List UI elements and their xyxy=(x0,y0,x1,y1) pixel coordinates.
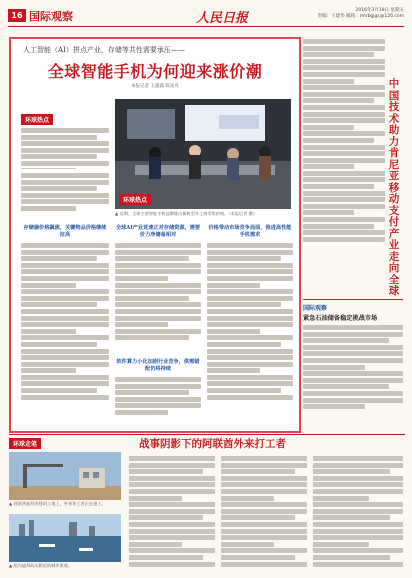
harbor-photo xyxy=(9,514,121,562)
right-subheadline: 紧急石油储备稳定挑战市场 xyxy=(303,315,378,322)
bottom-text-column-1 xyxy=(129,456,215,570)
bottom-tag: 环球走笔 xyxy=(9,438,41,449)
bottom-text-column-2 xyxy=(221,456,307,570)
subhead-2: 全球AI产业竞速正对存储资源，需要价力净储备相对 xyxy=(115,225,201,238)
right-article-text-2 xyxy=(303,325,403,423)
bottom-caption-1: ▲ 阿联酋迪拜的建筑工地上，外来务工者正在施工。 xyxy=(9,501,106,506)
article-text-column-2 xyxy=(115,243,201,353)
right-section-label: 国际观察 xyxy=(303,305,328,312)
article-text-block xyxy=(21,173,109,217)
photo-tag: 环球热点 xyxy=(119,194,151,205)
subhead-3: 价格带动市场竞争局面，推进高性能手机需求 xyxy=(208,225,292,238)
store-photo-caption: ▲ 近期，全球主要智能手机品牌推出新机型并上调零售价格。（本报记者 摄） xyxy=(115,211,257,216)
feature-byline: 本报记者 王露露 陈星舟 xyxy=(131,84,179,89)
right-divider xyxy=(303,299,403,300)
vertical-headline: 中国技术助力肯尼亚移动支付产业走向全球 xyxy=(388,78,400,297)
subhead-4: 软件算力小化加剧行业竞争，供需错配仍将持续 xyxy=(116,359,200,372)
section-title: 国际观察 xyxy=(29,10,73,23)
issue-date: 2016年3月18日 星期五 xyxy=(355,8,404,13)
store-photo-illustration xyxy=(115,99,291,209)
article-text-block xyxy=(21,107,109,169)
feature-headline: 全球智能手机为何迎来涨价潮 xyxy=(47,62,263,81)
page-header xyxy=(8,6,404,27)
subhead-1: 存储器价格飙涨，关键物品价格继续拉高 xyxy=(23,225,107,238)
construction-photo xyxy=(9,452,121,500)
right-article-text xyxy=(303,39,385,251)
masthead-logo: 人民日报 xyxy=(196,11,249,26)
feature-article xyxy=(9,37,301,433)
article-text-column-1 xyxy=(21,243,109,423)
construction-photo-illustration xyxy=(9,452,121,500)
bottom-article xyxy=(9,434,405,574)
feature-tag: 环球热点 xyxy=(21,114,53,125)
article-text-column-3 xyxy=(207,243,293,425)
article-text-column-2b xyxy=(115,377,201,425)
header-meta xyxy=(286,8,404,20)
editor-line: 责编：王建华 邮箱：rmrbgjgc@126.com xyxy=(317,14,404,19)
bottom-caption-2: ▲ 图为迪拜码头附近的城市景观。 xyxy=(9,563,73,568)
bottom-text-column-3 xyxy=(313,456,403,570)
right-column xyxy=(303,37,403,429)
page-number: 16 xyxy=(8,9,26,22)
bottom-headline: 战事阴影下的阿联酋外来打工者 xyxy=(139,438,286,450)
store-photo xyxy=(115,99,291,209)
feature-kicker: 人工智能（AI）拼点产业，存储等共性需要承压—— xyxy=(23,46,185,54)
harbor-photo-illustration xyxy=(9,514,121,562)
bottom-divider xyxy=(9,434,405,435)
